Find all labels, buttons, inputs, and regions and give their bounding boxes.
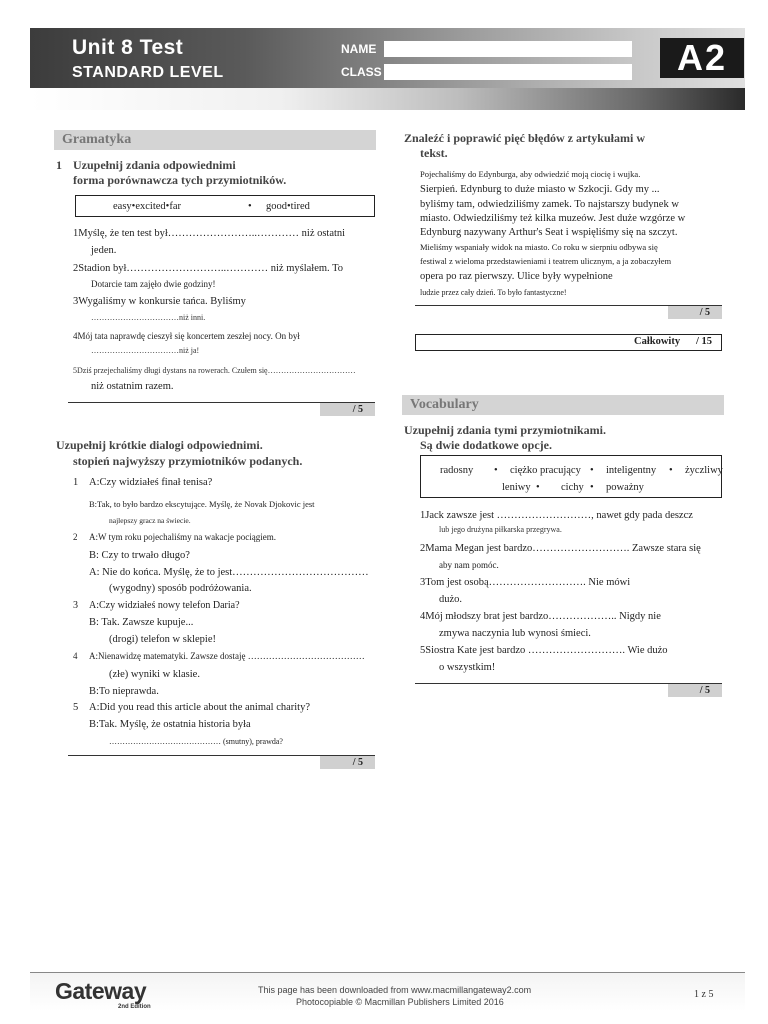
articles-instruction-line1: Znaleźć i poprawić pięć błędów z artykułami w — [404, 131, 645, 145]
ex2-line-text: To nieprawda. — [98, 686, 159, 697]
ex2-speaker: B: — [89, 550, 99, 561]
ex2-speaker: A: — [89, 532, 98, 542]
ex2-line-text: Czy widziałeś nowy telefon Daria? — [99, 600, 240, 611]
article-text-line: Edynburg nazywany Arthur's Seat i wspięliśmy się na szczyt. — [420, 227, 678, 238]
grammar-section-title: Gramatyka — [54, 130, 376, 150]
ex1-instruction-line2: forma porównawcza tych przymiotników. — [73, 173, 287, 187]
vocab-word: inteligentny — [606, 465, 657, 476]
vocab-word: cichy — [561, 482, 584, 493]
ex2-line-body — [109, 631, 216, 648]
ex2-line-body — [109, 666, 200, 683]
ex2-line-body — [89, 699, 310, 716]
ex2-line-text: (złe) wyniki w klasie. — [109, 669, 200, 680]
ex1-number: 1 — [56, 158, 62, 172]
ex2-line-text: Czy to trwało długo? — [98, 550, 190, 561]
ex2-line-text: Tak. Myślę, że ostatnia historia była — [98, 719, 251, 730]
ex2-line-text: (drogi) telefon w sklepie! — [109, 634, 217, 645]
vocab-item-cont: dużo. — [439, 594, 463, 605]
article-text-line: Pojechaliśmy do Edynburga, aby odwiedzić moją ciocię i wujka. — [420, 169, 641, 179]
gateway-logo: Gateway — [55, 978, 147, 1004]
vocab-bullet: • — [669, 465, 673, 476]
ex1-item-cont: ……………………………niż ja! — [91, 346, 200, 355]
vocab-item: 2Mama Megan jest bardzo………………………. Zawsze stara się — [420, 543, 701, 554]
vocab-bullet: • — [536, 482, 540, 493]
ex2-line-text: Did you read this article about the animal charity? — [99, 702, 311, 713]
article-text-line: byliśmy tam, odwiedziliśmy zamek. To najstarszy budynek w — [420, 199, 679, 210]
page-number: 1 z 5 — [694, 989, 714, 1000]
article-text-line: festiwal z wieloma przedstawieniami i teatrem ulicznym, a ja zobaczyłem — [420, 256, 672, 266]
vocab-score: / 5 — [668, 684, 722, 697]
vocab-instruction-line1: Uzupełnij zdania tymi przymiotnikami. — [404, 423, 607, 437]
ex2-line-text: (wygodny) sposób podróżowania. — [109, 583, 252, 594]
article-text-line: Sierpień. Edynburg to duże miasto w Szkocji. Gdy my ... — [420, 184, 660, 195]
article-text-line: miasto. Odwiedziliśmy też kilka muzeów. Jest duże wzgórze w — [420, 213, 686, 224]
ex2-score: / 5 — [320, 756, 375, 769]
vocab-bullet: • — [590, 482, 594, 493]
ex1-item-cont: ……………………………niż inni. — [91, 313, 206, 322]
ex2-instruction-line1: Uzupełnij krótkie dialogi odpowiednimi. — [56, 438, 263, 452]
ex2-instruction-line2: stopień najwyższy przymiotników podanych. — [73, 454, 303, 468]
ex1-item: 3Wygaliśmy w konkursie tańca. Byliśmy — [73, 296, 246, 307]
vocab-item: 3Tom jest osobą………………………. Nie mówi — [420, 577, 631, 588]
vocab-item-cont: zmywa naczynia lub wynosi śmieci. — [439, 628, 591, 639]
ex2-speaker: B: — [89, 686, 99, 697]
ex2-item-number: 2 — [73, 532, 78, 542]
vocab-bullet: • — [494, 465, 498, 476]
vocab-word: poważny — [606, 482, 644, 493]
class-field[interactable] — [384, 64, 632, 80]
ex2-line-body — [109, 580, 252, 597]
vocab-item: 5Siostra Kate jest bardzo ………………………. Wie dużo — [420, 645, 668, 656]
ex1-words-bullet: • — [248, 201, 252, 212]
ex2-line-text: Tak. Zawsze kupuje... — [98, 617, 194, 628]
footer-download-text: This page has been downloaded from www.macmillangateway2.com — [258, 985, 532, 995]
ex2-line-text: …………………………………… (smutny), prawda? — [109, 737, 283, 746]
vocab-bullet: • — [590, 465, 594, 476]
ex2-item-number: 3 — [73, 600, 78, 611]
vocab-item: 4Mój młodszy brat jest bardzo……………….. Nigdy nie — [420, 611, 661, 622]
article-text-line: Mieliśmy wspaniały widok na miasto. Co roku w sierpniu odbywa się — [420, 242, 658, 252]
ex2-line-body — [89, 547, 190, 564]
ex1-words-left: easy•excited•far — [113, 201, 181, 212]
ex2-speaker: A: — [89, 600, 99, 611]
vocab-item-cont: lub jego drużyna piłkarska przegrywa. — [439, 525, 562, 534]
ex2-line-text: Nienawidzę matematyki. Zawsze dostaję ………………………………… — [98, 651, 365, 661]
level-badge: A2 — [660, 38, 744, 78]
ex1-item: 1Myślę, że ten test był……………………..………… niż ostatni — [73, 228, 346, 239]
ex1-score: / 5 — [320, 403, 375, 416]
name-label: NAME — [341, 42, 377, 56]
ex2-line-body — [89, 597, 240, 614]
ex2-line-body — [109, 733, 283, 750]
article-text-line: ludzie przez cały dzień. To było fantastyczne! — [420, 288, 567, 297]
footer-copyright-text: Photocopiable © Macmillan Publishers Limited 2016 — [296, 997, 504, 1007]
article-text-line: opera po raz pierwszy. Ulice były wypełnione — [420, 271, 613, 282]
ex2-line-body — [89, 648, 365, 665]
ex2-line-body — [89, 614, 193, 631]
ex2-line-body — [89, 529, 276, 546]
unit-title: Unit 8 Test — [72, 36, 184, 59]
class-label: CLASS — [341, 65, 382, 79]
vocab-word: radosny — [440, 465, 474, 476]
name-field[interactable] — [384, 41, 632, 57]
articles-score: / 5 — [668, 306, 722, 319]
vocab-item-cont: o wszystkim! — [439, 662, 496, 673]
ex2-item-number: 1 — [73, 477, 79, 488]
ex2-line-text: najlepszy gracz na świecie. — [109, 516, 191, 525]
ex2-speaker: B: — [89, 617, 99, 628]
ex1-words-right: good•tired — [266, 201, 310, 212]
ex1-instruction-line1: Uzupełnij zdania odpowiednimi — [73, 158, 236, 172]
ex2-line-text: Nie do końca. Myślę, że to jest………………………………… — [99, 567, 369, 578]
ex2-line-body — [89, 564, 369, 581]
ex2-speaker: A: — [89, 651, 98, 661]
vocab-item: 1Jack zawsze jest ………………………, nawet gdy pada deszcz — [420, 510, 693, 521]
ex1-item: 5Dziś przejechaliśmy długi dystans na rowerach. Czułem się…………………………… — [73, 366, 356, 375]
ex2-line-body — [109, 512, 191, 529]
vocab-instruction-line2: Są dwie dodatkowe opcje. — [420, 438, 553, 452]
ex2-line-body — [89, 716, 251, 733]
ex1-item-cont: jeden. — [91, 245, 117, 256]
ex1-item: 4Mój tata naprawdę cieszył się koncertem zeszłej nocy. On był — [73, 331, 300, 341]
ex2-item-number: 4 — [73, 651, 78, 661]
ex2-line-text: W tym roku pojechaliśmy na wakacje pociągiem. — [98, 532, 277, 542]
ex1-item: 2Stadion był………………………..………… niż myślałem. To — [73, 263, 344, 274]
ex2-item-number: 5 — [73, 702, 79, 713]
ex1-item-cont: Dotarcie tam zajęło dwie godziny! — [91, 279, 216, 289]
edition-label: 2nd Edition — [118, 1004, 151, 1010]
articles-instruction-line2: tekst. — [420, 146, 448, 160]
ex2-speaker: B: — [89, 499, 98, 509]
ex2-speaker: A: — [89, 567, 100, 578]
ex2-line-text: Tak, to było bardzo ekscytujące. Myślę, że Novak Djokovic jest — [97, 499, 315, 509]
ex2-speaker: A: — [89, 477, 100, 488]
ex2-speaker: A: — [89, 702, 100, 713]
ex2-line-body — [89, 474, 212, 491]
ex1-item-cont: niż ostatnim razem. — [91, 381, 174, 392]
level-subtitle: STANDARD LEVEL — [72, 64, 224, 81]
vocab-item-cont: aby nam pomóc. — [439, 560, 499, 570]
vocab-word: ciężko pracujący — [510, 465, 581, 476]
total-score: / 15 — [696, 336, 713, 347]
vocab-word: życzliwy — [685, 465, 723, 476]
ex2-line-body — [89, 496, 315, 513]
total-label: Całkowity — [634, 336, 681, 347]
vocab-word: leniwy — [502, 482, 531, 493]
ex2-line-text: Czy widziałeś finał tenisa? — [99, 477, 213, 488]
ex2-line-body — [89, 683, 159, 700]
header-banner-strip — [30, 88, 745, 110]
ex2-speaker: B: — [89, 719, 99, 730]
vocabulary-section-title: Vocabulary — [402, 395, 724, 415]
